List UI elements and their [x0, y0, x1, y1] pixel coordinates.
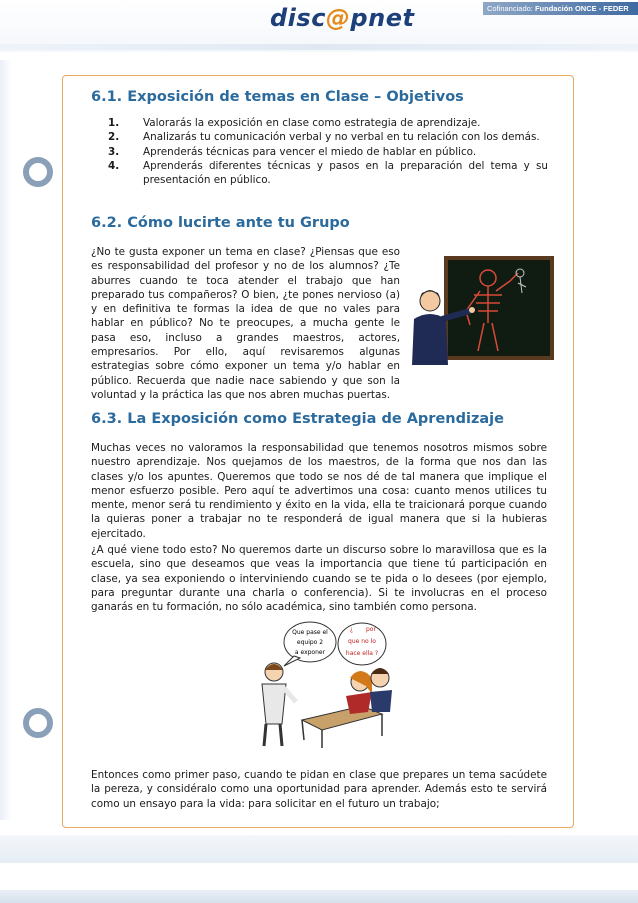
discapnet-logo — [270, 4, 414, 32]
footer-stripe — [0, 890, 638, 903]
list-number: 4. — [108, 159, 120, 172]
logo-text-start: disc — [270, 4, 326, 32]
list-text: Aprenderás técnicas para vencer el miedo de hablar en público. — [143, 145, 477, 158]
students-figures — [346, 668, 392, 714]
cofinance-label: Cofinanciado: — [487, 4, 533, 13]
classroom-illustration — [232, 620, 410, 750]
bubble-right-line: por — [366, 626, 376, 633]
speech-bubble-right — [338, 623, 386, 665]
chalkboard — [446, 258, 552, 358]
section-6-2-paragraph: ¿No te gusta exponer un tema en clase? ¿Piensas que eso es responsabilidad del profesor y no de los alumnos? ¿Te aburres cuando te toca atender el trabajo que han preparado tus compañeros? O bien, ¿te pones nervioso (a) y en definitiva te formas la idea de que no vales para hablar en público? No te preocupes, a mucha gente le pasa eso, incluso a grandes maestros, actores, empresarios. Por ello, aquí revisaremos algunas estrategias sobre cómo exponer un tema y/o hablar en público. Recuerda que nadie nace sabiendo y que son la voluntad y la práctica las que nos abren muchas puertas. — [91, 246, 400, 401]
logo-text-end: pnet — [350, 4, 415, 32]
list-item — [108, 116, 548, 130]
list-text: Analizarás tu comunicación verbal y no verbal en tu relación con los demás. — [143, 131, 540, 144]
objectives-list — [108, 116, 548, 187]
banner-stripe — [0, 44, 638, 50]
list-number: 2. — [108, 131, 120, 144]
list-text: Valorarás la exposición en clase como estrategia de aprendizaje. — [143, 117, 481, 129]
teacher-figure — [262, 663, 296, 746]
section-6-3-paragraph-3: Entonces como primer paso, cuando te pidan en clase que prepares un tema sacúdete la pereza, y considéralo como una oportunidad para aprender. Además esto te servirá como un ensayo para la vida: para solicitar en el futuro un trabajo; — [91, 769, 547, 810]
bubble-right-line: que no lo — [348, 638, 376, 645]
bubble-right-line: ¿ — [350, 626, 354, 633]
teacher-skeleton-illustration — [408, 253, 558, 370]
bubble-left-line: equipo 2 — [296, 639, 324, 646]
list-item — [108, 145, 548, 159]
ring-decoration-icon — [23, 157, 53, 187]
desk — [302, 706, 382, 748]
list-number: 3. — [108, 145, 120, 158]
footer-band — [0, 835, 638, 863]
speech-bubble-left — [284, 622, 336, 666]
section-6-3-paragraph-1: Muchas veces no valoramos la responsabilidad que tenemos nosotros mismos sobre nuestro aprendizaje. Nos quejamos de los maestros, de la forma que nos dan las clases y/o los apuntes. Queremos que todo se nos dé de tal manera que implique el menor esfuerzo posible. Pero aquí te advertimos una cosa: cuanto menos utilices tu mente, menor será tu rendimiento y éxito en la vida, ella te traicionará porque cuando la quieras poner a trabajar no te responderá de igual manera que si la hubieras ejercitado. — [91, 442, 547, 540]
list-text: Aprenderás diferentes técnicas y pasos en la preparación del tema y su presentación en público. — [143, 159, 548, 187]
list-number: 1. — [108, 117, 120, 129]
bubble-right-line: hace ella ? — [345, 650, 379, 657]
list-item — [108, 130, 548, 144]
section-6-1-heading: 6.1. Exposición de temas en Clase – Objetivos — [91, 89, 464, 105]
left-decoration — [0, 60, 12, 820]
section-6-3-heading: 6.3. La Exposición como Estrategia de Aprendizaje — [91, 411, 504, 427]
list-item — [108, 159, 548, 188]
ring-decoration-icon — [23, 708, 53, 738]
section-6-3-paragraph-2: ¿A qué viene todo esto? No queremos darte un discurso sobre lo maravillosa que es la escuela, sino que deseamos que veas la importancia que tiene tú participación en clase, ya sea exponiendo o interviniendo cuando se te pida o lo desees (por ejemplo, para preguntar durante una charla o conferencia). Si te involucras en el proceso ganarás en tu formación, no sólo académica, sino también como persona. — [91, 544, 547, 614]
bubble-left-line: a exponer — [294, 649, 326, 656]
cofinance-banner — [483, 2, 638, 15]
bubble-left-line: Que pase el — [292, 629, 328, 636]
cofinance-org: Fundación ONCE - FEDER — [534, 4, 629, 13]
logo-at-sign: @ — [325, 4, 351, 32]
section-6-2-heading: 6.2. Cómo lucirte ante tu Grupo — [91, 215, 350, 231]
